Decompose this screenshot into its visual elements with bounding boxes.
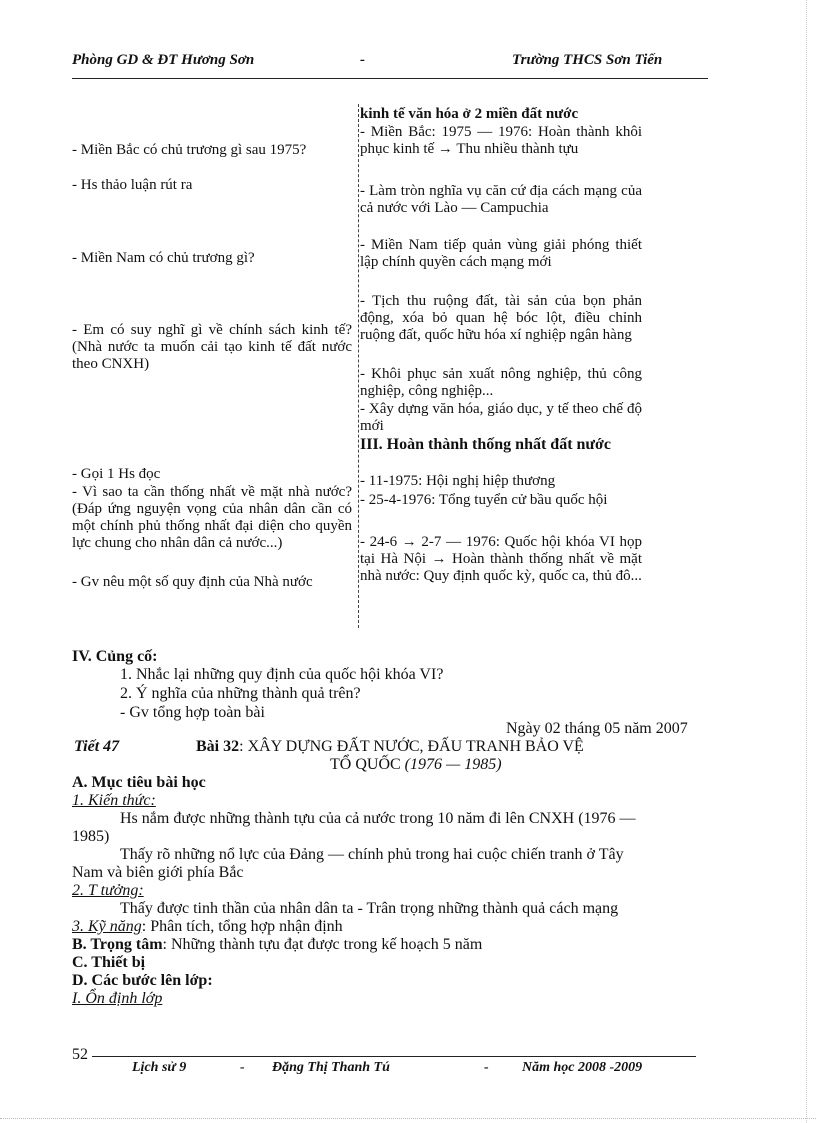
section-steps: D. Các bước lên lớp: xyxy=(72,972,213,989)
call-student-read: - Gọi 1 Hs đọc xyxy=(72,466,161,482)
footer-school-year: Năm học 2008 -2009 xyxy=(522,1060,643,1075)
national-assembly: - 24-6 → 2-7 — 1976: Quốc hội khóa VI họp tại Hà Nội → Hoàn thành thống nhất về mặt nhà nước: Quy định quốc kỳ, quốc ca, thủ đô... xyxy=(360,534,642,584)
consolidation-item-3: - Gv tổng hợp toàn bài xyxy=(120,704,265,721)
lesson-title: : XÂY DỰNG ĐẤT NƯỚC, ĐẤU TRANH BẢO VỆ xyxy=(239,738,584,755)
lesson-date: Ngày 02 tháng 05 năm 2007 xyxy=(506,720,688,737)
footer-dash-2: - xyxy=(484,1060,489,1075)
focus-text: : Những thành tựu đạt được trong kế hoạch 5 năm xyxy=(162,936,483,953)
lesson-title-cont: TỔ QUỐC xyxy=(330,756,401,773)
north-recovery: - Miền Bắc: 1975 — 1976: Hoàn thành khôi phục kinh tế → Thu nhiều thành tựu xyxy=(360,124,642,157)
header-school: Trường THCS Sơn Tiến xyxy=(512,52,663,68)
ideology-p: Thấy được tinh thần của nhân dân ta - Trân trọng những thành quả cách mạng xyxy=(120,900,619,917)
heading-unification: III. Hoàn thành thống nhất đất nước xyxy=(360,436,611,453)
lesson-number: Bài 32 xyxy=(196,738,240,755)
lesson-title-line2 xyxy=(330,756,502,774)
question-unification: - Vì sao ta cần thống nhất về mặt nhà nước? (Đáp ứng nguyện vọng của nhân dân cần có một chính phủ thống nhất đại diện cho quyền lực chung cho nhân dân cả nước...) xyxy=(72,484,352,551)
sub-ideology: 2. T tưởng: xyxy=(72,882,144,899)
culture-education: - Xây dựng văn hóa, giáo dục, y tế theo chế độ mới xyxy=(360,401,642,434)
header-rule xyxy=(72,78,708,79)
footer-subject: Lịch sử 9 xyxy=(132,1060,187,1075)
footer-rule xyxy=(92,1056,696,1057)
question-south-policy: - Miền Nam có chủ trương gì? xyxy=(72,250,255,266)
header-dash: - xyxy=(360,52,365,68)
skills-text: : Phân tích, tổng hợp nhận định xyxy=(141,918,343,935)
land-confiscation: - Tịch thu ruộng đất, tài sản của bọn phản động, xóa bỏ quan hệ bóc lột, điều chỉnh ruộng đất, quốc hữu hóa xí nghiệp ngân hàng xyxy=(360,293,642,343)
header-school-office: Phòng GD & ĐT Hương Sơn xyxy=(72,52,255,68)
revolutionary-base: - Làm tròn nghĩa vụ căn cứ địa cách mạng của cả nước với Lào — Campuchia xyxy=(360,183,642,216)
student-discussion: - Hs thảo luận rút ra xyxy=(72,177,193,193)
sub-class-order: I. Ổn định lớp xyxy=(72,990,163,1007)
footer-teacher: Đặng Thị Thanh Tú xyxy=(272,1060,390,1075)
teacher-regulations: - Gv nêu một số quy định của Nhà nước xyxy=(72,574,313,590)
knowledge-p2: Thấy rõ những nổ lực của Đảng — chính phủ trong hai cuộc chiến tranh ở Tây xyxy=(120,846,624,863)
column-divider xyxy=(358,104,359,628)
page-edge-bottom xyxy=(0,1118,816,1119)
knowledge-p2-cont: Nam và biên giới phía Bắc xyxy=(72,864,244,881)
consolidation-item-1: 1. Nhắc lại những quy định của quốc hội khóa VI? xyxy=(120,666,444,683)
sub-skills: 3. Kỹ năng xyxy=(72,918,142,935)
consultative-conference: - 11-1975: Hội nghị hiệp thương xyxy=(360,473,556,489)
lesson-period: Tiết 47 xyxy=(74,738,120,755)
section-focus: B. Trọng tâm xyxy=(72,936,163,953)
lesson-title-line1 xyxy=(196,738,584,756)
production-recovery: - Khôi phục sản xuất nông nghiệp, thủ công nghiệp, công nghiệp... xyxy=(360,366,642,399)
footer-dash-1: - xyxy=(240,1060,245,1075)
question-economic-policy: - Em có suy nghĩ gì về chính sách kinh tế? (Nhà nước ta muốn cải tạo kinh tế đất nước theo CNXH) xyxy=(72,322,352,372)
page-edge-right xyxy=(806,0,807,1123)
skills-line xyxy=(72,918,343,936)
page-number: 52 xyxy=(72,1046,88,1063)
section-equipment: C. Thiết bị xyxy=(72,954,146,971)
sub-knowledge: 1. Kiến thức: xyxy=(72,792,156,809)
knowledge-p1: Hs nắm được những thành tựu của cả nước trong 10 năm đi lên CNXH (1976 — xyxy=(120,810,636,827)
lesson-years: (1976 — 1985) xyxy=(404,756,502,773)
knowledge-p1-cont: 1985) xyxy=(72,828,110,845)
consolidation-item-2: 2. Ý nghĩa của những thành quả trên? xyxy=(120,685,361,702)
question-north-policy: - Miền Bắc có chủ trương gì sau 1975? xyxy=(72,142,307,158)
south-takeover: - Miền Nam tiếp quản vùng giải phóng thiết lập chính quyền cách mạng mới xyxy=(360,237,642,270)
general-election: - 25-4-1976: Tổng tuyển cử bầu quốc hội xyxy=(360,492,608,508)
section-heading-continued: kinh tế văn hóa ở 2 miền đất nước xyxy=(360,106,579,122)
focus-line xyxy=(72,936,482,954)
section-objectives: A. Mục tiêu bài học xyxy=(72,774,206,791)
consolidation-title: IV. Củng cố: xyxy=(72,648,158,665)
